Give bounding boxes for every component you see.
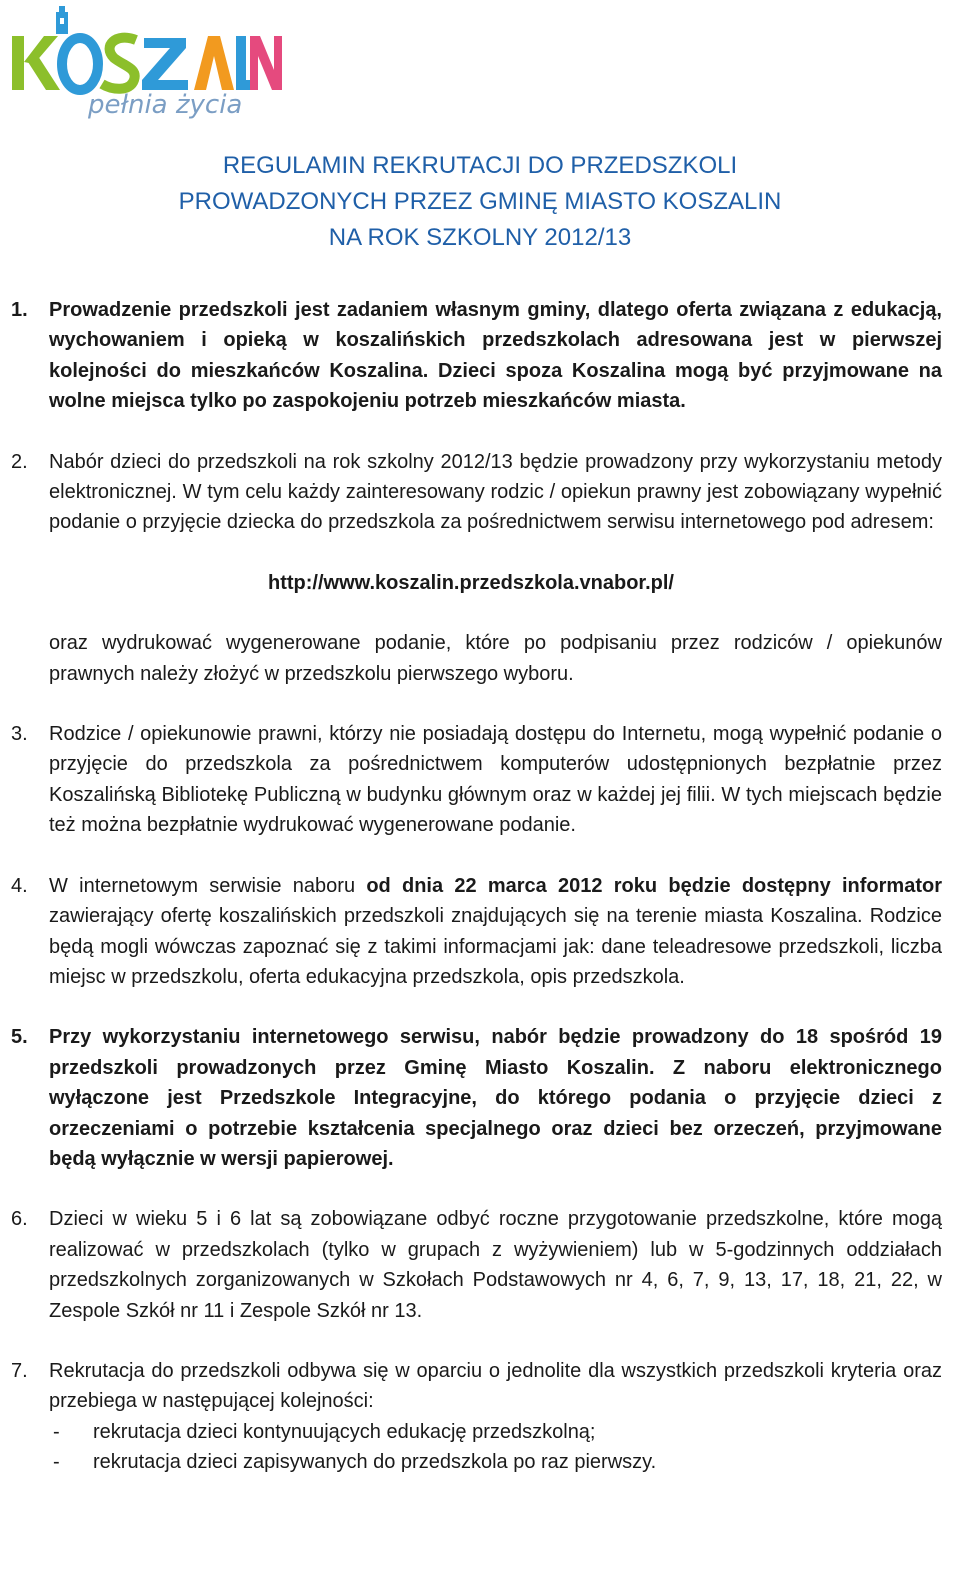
- paragraph-7: [0, 1356, 960, 1478]
- paragraph-number: 5.: [11, 1026, 28, 1049]
- paragraph-6: [0, 1204, 960, 1326]
- regulation-body: [0, 295, 960, 1508]
- recruitment-order-list: [49, 1417, 942, 1478]
- paragraph-text: Dzieci w wieku 5 i 6 lat są zobowiązane odbyć roczne przygotowanie przedszkolne, które mogą realizować w przedszkolach (tylko w grupach z wyżywieniem) lub w 5-godzinnych oddziałach przedszkolnych zorganizowanych w Szkołach Podstawowych nr 4, 6, 7, 9, 13, 17, 18, 21, 22, w Zespole Szkół nr 11 i Zespole Szkół nr 13.: [49, 1208, 942, 1322]
- title-line-2: PROWADZONYCH PRZEZ GMINĘ MIASTO KOSZALIN: [178, 188, 782, 215]
- paragraph-number: 7.: [11, 1359, 28, 1382]
- list-item: - rekrutacja dzieci kontynuujących edukację przedszkolną;: [49, 1417, 942, 1447]
- paragraph-text: Nabór dzieci do przedszkoli na rok szkolny 2012/13 będzie prowadzony przy wykorzystaniu metody elektronicznej. W tym celu każdy zainteresowany rodzic / opiekun prawny jest zobowiązany wypełnić podanie o przyjęcie dziecka do przedszkola za pośrednictwem serwisu internetowego pod adresem:: [49, 450, 942, 534]
- paragraph-number: 2.: [11, 450, 28, 473]
- list-item: - rekrutacja dzieci zapisywanych do przedszkola po raz pierwszy.: [49, 1447, 942, 1477]
- logo-tagline: pełnia życia: [88, 90, 243, 120]
- paragraph-number: 3.: [11, 723, 28, 746]
- title-line-3: NA ROK SZKOLNY 2012/13: [328, 224, 632, 251]
- paragraph-text: Przy wykorzystaniu internetowego serwisu, nabór będzie prowadzony do 18 spośród 19 przedszkoli prowadzonych przez Gminę Miasto Koszalin. Z naboru elektronicznego wyłączone jest Przedszkole Integracyjne, do którego podania o przyjęcie dzieci z orzeczeniami o potrzebie kształcenia specjalnego oraz dzieci bez orzeczeń, przyjmowane będą wyłącznie w wersji papierowej.: [49, 1026, 942, 1170]
- paragraph-3: [0, 719, 960, 841]
- paragraph-text: Rekrutacja do przedszkoli odbywa się w oparciu o jednolite dla wszystkich przedszkoli kryteria oraz przebiega w następującej kolejności:: [49, 1359, 942, 1413]
- paragraph-4: [0, 871, 960, 993]
- paragraph-1: [0, 295, 960, 417]
- paragraph-text: Prowadzenie przedszkoli jest zadaniem własnym gminy, dlatego oferta związana z edukacją, wychowaniem i opieką w koszalińskich przedszkolach adresowana jest w pierwszej kolejności do mieszkańców Koszalina. Dzieci spoza Koszalina mogą być przyjmowane na wolne miejsca tylko po zaspokojeniu potrzeb mieszkańców miasta.: [49, 299, 942, 413]
- paragraph-text-continued: zawierający ofertę koszalińskich przedszkoli znajdujących się na terenie miasta Koszalina. Rodzice będą mogli wówczas zapoznać się z takimi informacjami jak: dane teleadresowe przedszkoli, liczba miejsc w przedszkolu, oferta edukacyjna przedszkola, opis przedszkola.: [49, 905, 942, 988]
- paragraph-text: W internetowym serwisie naboru: [49, 874, 367, 897]
- koszalin-logo: [4, 4, 284, 128]
- title-line-1: REGULAMIN REKRUTACJI DO PRZEDSZKOLI: [222, 152, 738, 179]
- paragraph-text: Rodzice / opiekunowie prawni, którzy nie posiadają dostępu do Internetu, mogą wypełnić podanie o przyjęcie do przedszkola za pośrednictwem komputerów udostępnionych bezpłatnie przez Koszalińską Bibliotekę Publiczną w budynku głównym oraz w każdej jej filii. W tych miejscach będzie też można bezpłatnie wydrukować wygenerowane podanie.: [49, 723, 942, 837]
- paragraph-number: 4.: [11, 874, 28, 897]
- enrolment-url-link[interactable]: http://www.koszalin.przedszkola.vnabor.pl/: [268, 571, 674, 594]
- paragraph-emphasis: od dnia 22 marca 2012 roku będzie dostępny informator: [366, 874, 942, 897]
- paragraph-number: 6.: [11, 1208, 28, 1231]
- paragraph-text-continued: oraz wydrukować wygenerowane podanie, które po podpisaniu przez rodziców / opiekunów prawnych należy złożyć w przedszkolu pierwszego wyboru.: [49, 632, 942, 685]
- paragraph-number: 1.: [11, 299, 28, 321]
- paragraph-5: [0, 1022, 960, 1174]
- paragraph-2: [0, 447, 960, 689]
- document-title: [0, 148, 960, 256]
